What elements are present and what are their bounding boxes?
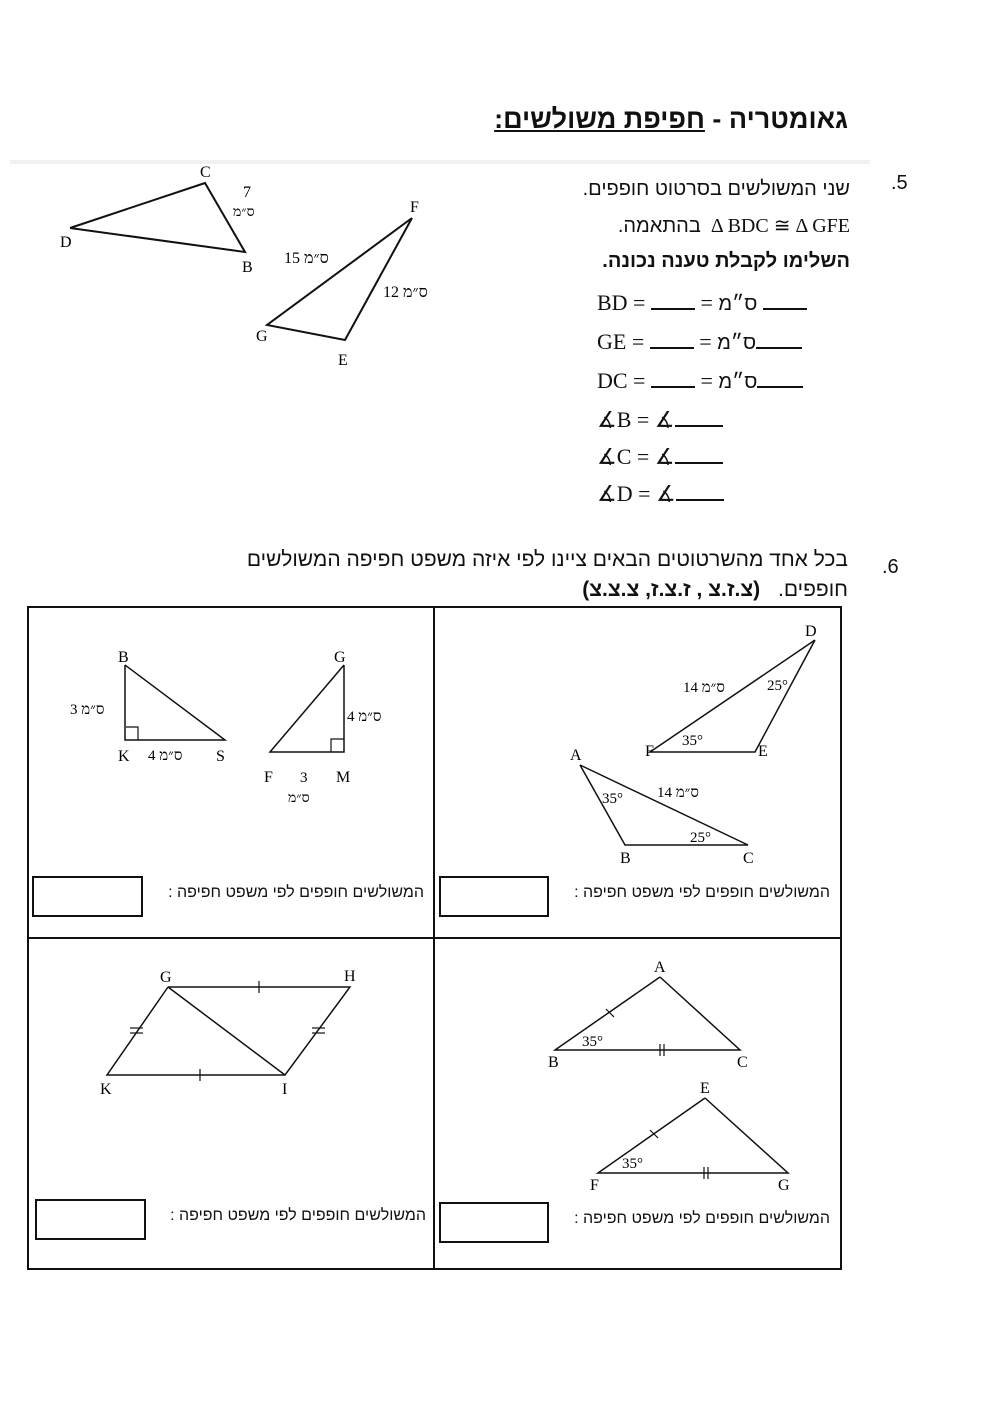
measure-fe: 12 ס״מ [383,284,428,301]
right-angle-k [126,727,138,740]
q5-congruence-word: בהתאמה. [617,215,701,237]
label-b: B [242,259,253,276]
blank[interactable] [763,308,807,310]
angle-a: 35° [602,791,623,807]
blank[interactable] [651,386,695,388]
angle-b: 35° [582,1034,603,1050]
angle-f: 35° [622,1156,643,1172]
label-f: F [410,199,419,216]
title-topic: חפיפת משולשים: [494,104,705,134]
label-b: B [548,1054,559,1071]
label-k: K [100,1081,112,1098]
cell4-answer-box[interactable] [35,1199,146,1240]
q5-line3: השלימו לקבלת טענה נכונה. [602,250,850,272]
blank[interactable] [651,308,695,310]
label-g: G [160,969,172,986]
label-c: C [200,164,211,181]
label-a: A [654,959,666,976]
q5-row-bd: BD = = ס״מ [597,284,807,323]
triangle-bks [125,665,225,740]
cell1-figure [540,620,830,870]
cell2-answer-label: המשולשים חופפים לפי משפט חפיפה : [168,884,424,901]
side-fm: 3 [300,770,308,786]
q5-row-dc: DC = = ס״מ [597,362,807,401]
title-prefix: גאומטריה - [704,104,848,134]
label-b: B [620,850,631,867]
cell3-figure [540,955,830,1195]
right-angle-m [331,739,344,752]
label-m: M [336,769,351,786]
label-b: B [118,649,129,666]
angle-f: 35° [682,733,703,749]
label-e: E [338,352,348,369]
side-fm-unit: ס״מ [288,791,310,806]
measure-cb: 7 [243,184,251,201]
q5-congruence: Δ BDC ≅ Δ GFE [710,215,850,237]
q5-row-angle-b: ∡B = ∡ [597,401,807,438]
blank[interactable] [675,425,723,427]
q6-line2: חופפים. (צ.ז.צ , ז.צ.ז, צ.צ.צ) [582,578,848,601]
side-gm: 4 ס״מ [347,709,382,725]
q5-number: .5 [891,172,908,194]
label-i: I [282,1081,288,1098]
measure-fg: 15 ס״מ [284,250,329,267]
cell3-answer-box[interactable] [439,1202,549,1243]
label-g: G [334,649,346,666]
label-a: A [570,747,582,764]
q5-row-angle-d: ∡D = ∡ [597,475,807,512]
blank[interactable] [675,462,723,464]
label-c: C [737,1054,748,1071]
q5-line1: שני המשולשים בסרטוט חופפים. [582,178,850,200]
q5-rows [597,284,807,512]
label-k: K [118,748,130,765]
measure-cb-unit: ס״מ [233,205,255,220]
blank[interactable] [676,499,724,501]
grid-divider-horizontal [27,937,842,939]
page-title [494,104,848,135]
q5-figure [40,155,460,375]
triangle-gfe [267,218,412,340]
cell3-answer-label: המשולשים חופפים לפי משפט חפיפה : [574,1210,830,1227]
label-f: F [645,743,654,760]
label-h: H [344,968,356,985]
q6-line1: בכל אחד מהשרטוטים הבאים ציינו לפי איזה משפט חפיפה המשולשים [246,548,848,571]
diagonal-gi [168,987,285,1075]
label-g: G [778,1177,790,1194]
blank[interactable] [650,347,694,349]
label-e: E [758,743,768,760]
blank[interactable] [756,347,802,349]
side-df: 14 ס״מ [683,680,725,696]
q5-line2 [618,213,850,238]
side-ks: 4 ס״מ [148,748,183,764]
angle-c: 25° [690,830,711,846]
cell4-answer-label: המשולשים חופפים לפי משפט חפיפה : [170,1207,426,1224]
cell1-answer-label: המשולשים חופפים לפי משפט חפיפה : [574,884,830,901]
parallelogram-ghik [107,987,350,1075]
label-f: F [590,1177,599,1194]
side-bk: 3 ס״מ [70,702,105,718]
label-c: C [743,850,754,867]
cell2-figure [60,640,420,815]
label-s: S [216,748,225,765]
cell4-figure [90,960,410,1110]
q6-options: (צ.ז.צ , ז.צ.ז, צ.צ.צ) [582,578,761,601]
q5-row-ge: GE = = ס״מ [597,323,807,362]
side-ac: 14 ס״מ [657,785,699,801]
angle-d: 25° [767,678,788,694]
triangle-dfe [650,640,815,752]
q5-row-angle-c: ∡C = ∡ [597,438,807,475]
triangle-bdc [70,183,245,252]
label-g: G [256,328,268,345]
cell1-answer-box[interactable] [439,876,549,917]
blank[interactable] [757,386,803,388]
label-e: E [700,1080,710,1097]
label-d: D [60,234,72,251]
cell2-answer-box[interactable] [32,876,143,917]
label-d: D [805,623,817,640]
label-f: F [264,769,273,786]
q6-number: .6 [882,556,899,578]
